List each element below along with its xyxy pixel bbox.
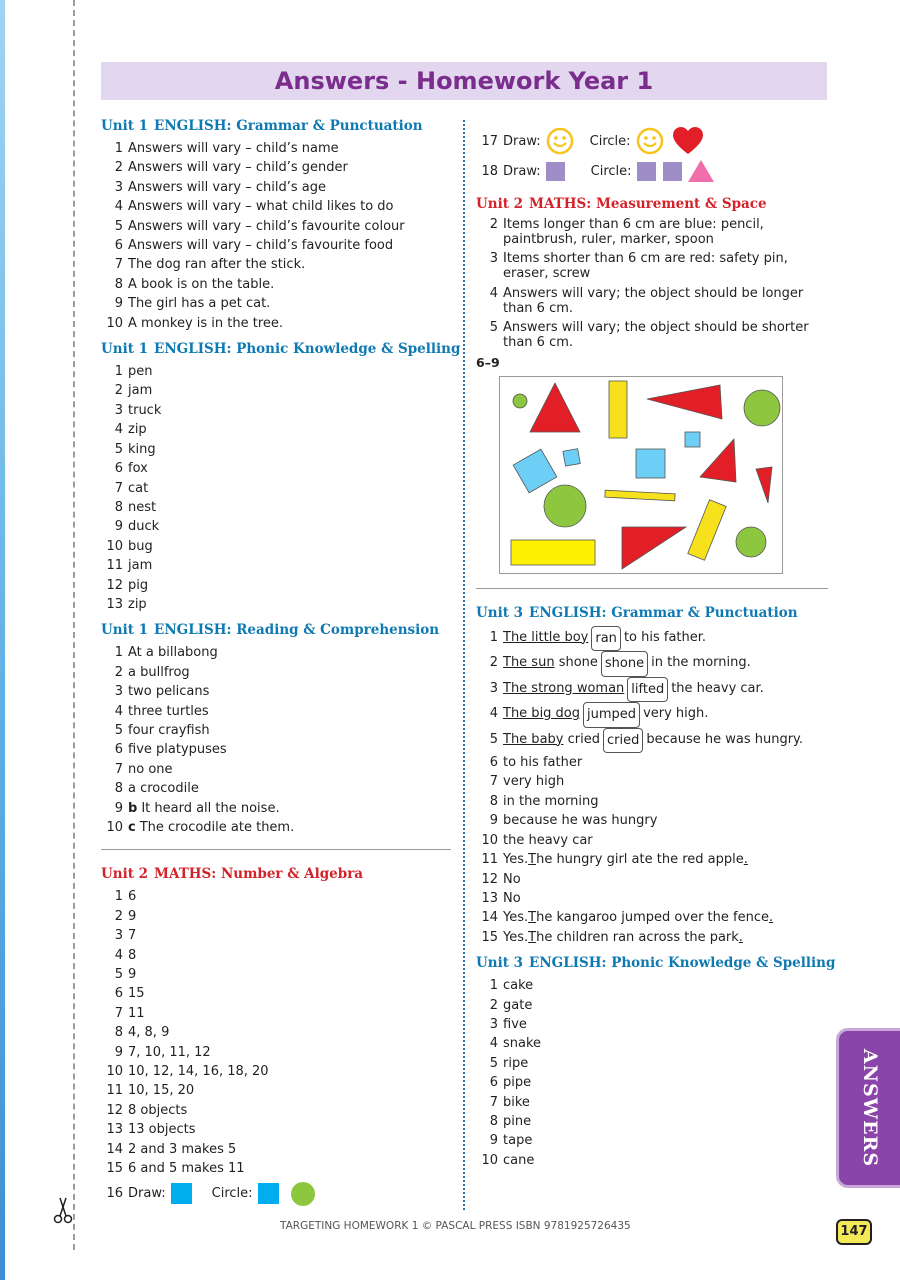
list-item xyxy=(101,275,451,294)
section-unit2-number xyxy=(101,866,451,1208)
item-number: 10 xyxy=(106,538,123,554)
item-text: tape xyxy=(503,1133,533,1149)
list-item xyxy=(101,479,451,498)
item-number: 1 xyxy=(114,889,123,905)
item-number: 1 xyxy=(114,364,123,380)
list-item xyxy=(101,926,451,945)
list-item xyxy=(101,1101,451,1120)
item-number: 9 xyxy=(489,1133,498,1149)
item-number: 12 xyxy=(106,577,123,593)
item-text: bug xyxy=(128,538,153,554)
item-number: 6 xyxy=(114,238,123,254)
item-number: 5 xyxy=(489,320,498,336)
item-number: 1 xyxy=(114,141,123,156)
square-shape-icon xyxy=(171,1183,192,1204)
item-text: 4, 8, 9 xyxy=(128,1025,170,1041)
item-text: because he was hungry xyxy=(503,813,658,829)
item-number: 2 xyxy=(114,160,123,176)
item-text: nest xyxy=(128,499,157,515)
item-text: five platypuses xyxy=(128,742,227,758)
list-item xyxy=(101,1120,451,1139)
list-item xyxy=(101,1140,451,1159)
answer-list xyxy=(101,643,451,798)
item-text: 6 and 5 makes 11 xyxy=(128,1161,245,1177)
item-text: Items longer than 6 cm are blue: pencil, paintbrush, ruler, marker, spoon xyxy=(503,217,764,247)
item-number: 9 xyxy=(114,1044,123,1060)
item-number: 4 xyxy=(114,422,123,438)
list-item xyxy=(101,178,451,197)
smiley-face-icon xyxy=(546,127,574,155)
item-number: 8 xyxy=(489,793,498,809)
item-text: Answers will vary – child’s gender xyxy=(128,160,348,176)
item-text: a bullfrog xyxy=(128,664,190,680)
list-item xyxy=(476,1131,828,1150)
list-item xyxy=(101,381,451,400)
right-column xyxy=(476,126,836,1178)
list-item: 1 The little boy ran to his father. xyxy=(476,626,828,652)
answer-list xyxy=(101,139,451,333)
item-number: 11 xyxy=(106,558,123,574)
section-heading: Unit 2 MATHS: Measurement & Space xyxy=(476,196,767,212)
list-item xyxy=(476,1073,828,1092)
item-number: 4 xyxy=(489,285,498,301)
list-item xyxy=(101,721,451,740)
item-text: Answers will vary – child’s favourite colour xyxy=(128,218,405,234)
section-heading: Unit 3 ENGLISH: Grammar & Punctuation xyxy=(476,604,798,621)
list-item xyxy=(476,1093,828,1112)
item-number: 13 xyxy=(106,1122,123,1138)
item-number: 10 xyxy=(106,1064,123,1080)
footer-text: TARGETING HOMEWORK 1 © PASCAL PRESS ISBN 9781925726435 xyxy=(280,1220,631,1232)
list-item xyxy=(101,1062,451,1081)
list-item xyxy=(476,772,828,791)
item-text: cake xyxy=(503,978,534,994)
left-edge-strip xyxy=(0,0,5,1280)
list-item xyxy=(101,440,451,459)
section-unit3-phonics xyxy=(476,955,836,1170)
list-item: 9 b It heard all the noise. xyxy=(114,800,280,816)
item-text: A book is on the table. xyxy=(128,276,275,292)
item-text: a crocodile xyxy=(128,781,199,797)
list-item xyxy=(101,702,451,721)
item-text: Answers will vary – child’s favourite food xyxy=(128,238,394,254)
item-number: 8 xyxy=(114,276,123,292)
item-number: 7 xyxy=(489,774,498,790)
list-item xyxy=(476,811,828,830)
item-text: jam xyxy=(128,383,153,399)
item-text: 11 xyxy=(128,1005,145,1021)
item-number: 2 xyxy=(114,908,123,924)
list-item xyxy=(476,320,828,350)
item-number: 1 xyxy=(114,645,123,661)
list-item xyxy=(101,907,451,926)
answer-list xyxy=(476,626,828,754)
list-item: 3 The strong woman lifted the heavy car. xyxy=(476,677,828,703)
item-text: Answers will vary – what child likes to do xyxy=(128,199,394,215)
answer-list xyxy=(476,976,828,1170)
item-text: 10, 15, 20 xyxy=(128,1083,195,1099)
list-item xyxy=(101,236,451,255)
item-number: 8 xyxy=(114,781,123,797)
list-item xyxy=(476,1151,828,1170)
list-item: 11 Yes. T he hungry girl ate the red apple . xyxy=(481,852,748,868)
section-heading: Unit 3 ENGLISH: Phonic Knowledge & Spelling xyxy=(476,955,836,972)
item-number: 6 xyxy=(489,1075,498,1091)
item-number: 8 xyxy=(114,1025,123,1041)
item-text: cat xyxy=(128,480,149,496)
item-number: 3 xyxy=(114,928,123,944)
item-text: duck xyxy=(128,519,160,535)
list-item xyxy=(101,887,451,906)
item-number: 5 xyxy=(114,967,123,983)
item-number: 13 xyxy=(106,596,123,612)
item-number: 15 xyxy=(106,1161,123,1177)
item-text: in the morning xyxy=(503,793,599,809)
list-item xyxy=(476,286,828,316)
title-bar xyxy=(101,62,827,100)
list-item: 5 The baby cried cried because he was hungry. xyxy=(476,728,828,754)
item-text: At a billabong xyxy=(128,645,218,661)
list-item xyxy=(476,753,828,772)
column-divider xyxy=(463,120,465,1210)
item-text: 7 xyxy=(128,928,137,944)
list-item xyxy=(101,1023,451,1042)
item-16: 16 Draw: Circle: xyxy=(101,1179,451,1209)
item-number: 4 xyxy=(489,1036,498,1052)
shapes-label: 6–9 xyxy=(476,354,500,370)
list-item xyxy=(101,779,451,798)
item-text: Answers will vary; the object should be longer than 6 cm. xyxy=(503,285,804,316)
list-item xyxy=(101,576,451,595)
list-item xyxy=(476,1112,828,1131)
circle-shape-icon xyxy=(291,1182,315,1206)
item-text: 2 and 3 makes 5 xyxy=(128,1141,237,1157)
list-item: 15 Yes. T he children ran across the park . xyxy=(481,929,743,945)
list-item: 2 The sun shone shone in the morning. xyxy=(476,651,828,677)
item-number: 10 xyxy=(106,315,123,331)
list-item xyxy=(101,294,451,313)
list-item xyxy=(476,1054,828,1073)
item-text: zip xyxy=(128,422,147,438)
list-item xyxy=(101,1159,451,1178)
item-text: 15 xyxy=(128,986,145,1002)
item-number: 4 xyxy=(114,199,123,215)
item-text: zip xyxy=(128,596,147,612)
list-item xyxy=(101,314,451,333)
item-text: 9 xyxy=(128,967,137,983)
square-shape-icon xyxy=(258,1183,279,1204)
item-text: four crayfish xyxy=(128,722,210,738)
item-text: bike xyxy=(503,1094,530,1110)
item-text: 10, 12, 14, 16, 18, 20 xyxy=(128,1064,269,1080)
answer-list-extra xyxy=(476,850,828,947)
item-number: 6 xyxy=(114,742,123,758)
section-heading: Unit 1 ENGLISH: Phonic Knowledge & Spelling xyxy=(101,341,461,358)
list-item xyxy=(101,946,451,965)
list-item xyxy=(101,984,451,1003)
item-number: 7 xyxy=(114,480,123,496)
item-number: 9 xyxy=(114,296,123,312)
item-number: 3 xyxy=(114,402,123,418)
list-item xyxy=(101,362,451,381)
item-number: 3 xyxy=(489,1016,498,1032)
answer-list xyxy=(476,753,828,850)
section-heading: Unit 2 MATHS: Number & Algebra xyxy=(101,866,364,883)
square-shape-icon xyxy=(546,162,565,181)
list-item xyxy=(476,1015,828,1034)
section-unit1-phonics xyxy=(101,341,461,614)
list-item xyxy=(101,537,451,556)
item-number: 9 xyxy=(489,813,498,829)
list-item xyxy=(101,255,451,274)
list-item xyxy=(101,556,451,575)
list-item xyxy=(101,1081,451,1100)
item-text: truck xyxy=(128,402,162,418)
item-text: fox xyxy=(128,461,148,477)
shapes-panel xyxy=(499,376,783,574)
item-text: snake xyxy=(503,1036,542,1052)
item-number: 10 xyxy=(481,832,498,848)
item-text: 8 objects xyxy=(128,1102,188,1118)
list-item xyxy=(101,459,451,478)
list-item xyxy=(101,1004,451,1023)
item-number: 3 xyxy=(489,251,498,267)
list-item xyxy=(101,139,451,158)
item-number: 5 xyxy=(114,441,123,457)
item-text: 7, 10, 11, 12 xyxy=(128,1044,211,1060)
list-item xyxy=(101,965,451,984)
triangle-shape-icon xyxy=(688,160,714,182)
item-number: 8 xyxy=(114,499,123,515)
item-number: 6 xyxy=(114,461,123,477)
item-number: 2 xyxy=(489,997,498,1013)
item-text: The girl has a pet cat. xyxy=(128,296,271,312)
list-item xyxy=(101,595,451,614)
list-item xyxy=(476,792,828,811)
list-item xyxy=(101,158,451,177)
item-text: very high xyxy=(503,774,565,790)
answer-list-extra xyxy=(101,799,451,838)
section-heading: Unit 1 ENGLISH: Grammar & Punctuation xyxy=(101,118,423,134)
list-item: 13 No xyxy=(481,890,521,906)
item-text: 8 xyxy=(128,947,137,963)
list-item xyxy=(101,760,451,779)
list-item xyxy=(101,643,451,662)
page-number: 147 xyxy=(836,1219,872,1245)
list-item xyxy=(101,420,451,439)
item-number: 7 xyxy=(114,761,123,777)
shapes-illustration xyxy=(500,377,784,575)
square-shape-icon xyxy=(637,162,656,181)
item-18: 18 Draw: Circle: xyxy=(476,156,828,186)
item-number: 2 xyxy=(114,664,123,680)
list-item xyxy=(476,217,828,247)
item-text: Answers will vary – child’s age xyxy=(128,179,326,195)
item-number: 9 xyxy=(114,519,123,535)
item-text: five xyxy=(503,1016,527,1032)
item-text: 9 xyxy=(128,908,137,924)
answer-list xyxy=(101,362,451,614)
list-item xyxy=(101,663,451,682)
smiley-face-icon xyxy=(636,127,664,155)
item-number: 3 xyxy=(114,179,123,195)
page-title: Answers - Homework Year 1 xyxy=(274,67,654,95)
cut-line xyxy=(73,0,75,1250)
item-text: two pelicans xyxy=(128,684,210,700)
item-text: Items shorter than 6 cm are red: safety pin, eraser, screw xyxy=(503,251,788,282)
section-heading: Unit 1 ENGLISH: Reading & Comprehension xyxy=(101,622,440,639)
item-number: 5 xyxy=(114,722,123,738)
item-text: Answers will vary – child’s name xyxy=(128,141,339,156)
item-number: 7 xyxy=(114,257,123,273)
item-text: pig xyxy=(128,577,149,593)
item-text: cane xyxy=(503,1152,535,1168)
item-text: to his father xyxy=(503,755,583,771)
item-number: 11 xyxy=(106,1083,123,1099)
item-text: the heavy car xyxy=(503,832,593,848)
divider xyxy=(101,849,451,850)
item-text: ripe xyxy=(503,1055,529,1071)
item-number: 2 xyxy=(114,383,123,399)
left-column xyxy=(101,118,461,1217)
section-unit1-reading xyxy=(101,622,451,837)
item-number: 6 xyxy=(114,986,123,1002)
heart-icon xyxy=(672,127,704,155)
item-number: 7 xyxy=(489,1094,498,1110)
list-item xyxy=(101,401,451,420)
divider xyxy=(476,588,828,589)
item-text: no one xyxy=(128,761,173,777)
section-unit3-grammar xyxy=(476,605,828,948)
item-text: king xyxy=(128,441,156,457)
item-number: 7 xyxy=(114,1005,123,1021)
item-text: three turtles xyxy=(128,703,209,719)
section-unit2-measurement xyxy=(476,196,828,574)
list-item xyxy=(476,831,828,850)
item-number: 4 xyxy=(114,947,123,963)
item-number: 1 xyxy=(489,978,498,994)
scissors-icon xyxy=(52,1196,74,1224)
list-item xyxy=(101,1043,451,1062)
list-item xyxy=(101,197,451,216)
square-shape-icon xyxy=(663,162,682,181)
item-text: jam xyxy=(128,558,153,574)
item-text: 6 xyxy=(128,889,137,905)
item-number: 3 xyxy=(114,684,123,700)
item-number: 10 xyxy=(481,1152,498,1168)
item-text: pipe xyxy=(503,1075,532,1091)
list-item xyxy=(101,217,451,236)
list-item xyxy=(476,1034,828,1053)
list-item xyxy=(101,498,451,517)
answers-side-tab: ANSWERS xyxy=(836,1028,900,1188)
item-number: 14 xyxy=(106,1141,123,1157)
item-text: 13 objects xyxy=(128,1122,196,1138)
item-text: A monkey is in the tree. xyxy=(128,315,284,331)
item-number: 5 xyxy=(489,1055,498,1071)
list-item: 12 No xyxy=(481,871,521,887)
item-number: 12 xyxy=(106,1102,123,1118)
item-number: 8 xyxy=(489,1113,498,1129)
item-number: 2 xyxy=(489,217,498,232)
list-item xyxy=(101,682,451,701)
list-item: 14 Yes. T he kangaroo jumped over the fence . xyxy=(481,910,774,926)
answer-list xyxy=(101,887,451,1178)
list-item xyxy=(476,976,828,995)
item-17: 17 Draw: Circle: xyxy=(476,126,828,156)
answer-list xyxy=(476,217,828,350)
list-item xyxy=(476,251,828,281)
item-text: The dog ran after the stick. xyxy=(128,257,306,273)
item-text: pine xyxy=(503,1113,532,1129)
list-item xyxy=(101,517,451,536)
list-item: 4 The big dog jumped very high. xyxy=(476,702,828,728)
list-item: 10 c The crocodile ate them. xyxy=(106,820,295,835)
item-number: 6 xyxy=(489,755,498,771)
item-number: 4 xyxy=(114,703,123,719)
item-number: 5 xyxy=(114,218,123,234)
list-item xyxy=(476,996,828,1015)
list-item xyxy=(101,740,451,759)
item-text: Answers will vary; the object should be shorter than 6 cm. xyxy=(503,320,809,351)
item-text: pen xyxy=(128,364,153,380)
section-unit1-grammar xyxy=(101,118,451,333)
item-text: gate xyxy=(503,997,533,1013)
